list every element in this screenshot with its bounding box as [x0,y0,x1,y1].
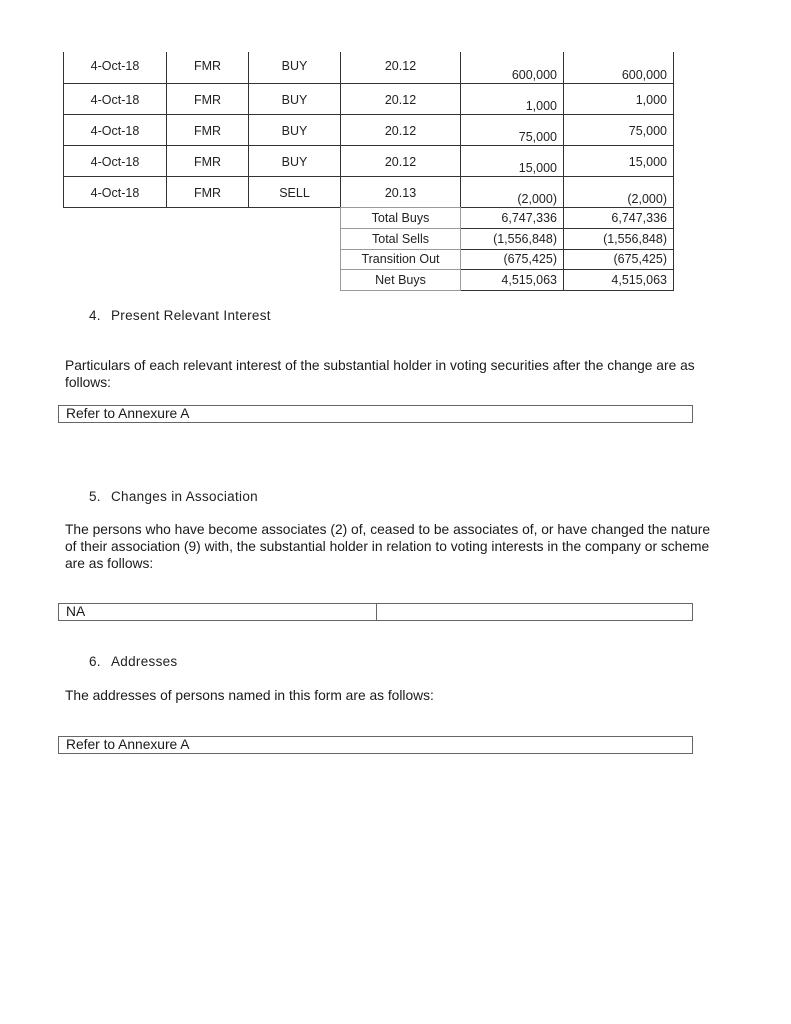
votes-cell: (2,000) [564,176,674,207]
table-row [64,145,674,176]
section-4-heading [89,308,271,323]
date-cell: 4-Oct-18 [64,176,167,207]
type-cell: SELL [249,176,341,207]
section-number: 6. [89,654,101,669]
associations-box [58,603,693,621]
price-cell: 20.12 [341,52,461,83]
date-cell: 4-Oct-18 [64,52,167,83]
votes-cell: 600,000 [564,52,674,83]
price-cell: 20.13 [341,176,461,207]
summary-row-total-buys [341,208,674,229]
table-row [64,114,674,145]
holder-cell: FMR [167,52,249,83]
summary-quantity: 4,515,063 [461,270,564,291]
summary-label: Net Buys [341,270,461,291]
summary-votes: 4,515,063 [564,270,674,291]
votes-cell: 15,000 [564,145,674,176]
holder-cell: FMR [167,176,249,207]
present-interest-box [58,405,693,423]
summary-votes: (675,425) [564,249,674,270]
summary-row-net-buys [341,270,674,291]
date-cell: 4-Oct-18 [64,83,167,114]
box-text: Refer to Annexure A [66,737,190,752]
price-cell: 20.12 [341,83,461,114]
addresses-box [58,736,693,754]
summary-label: Total Buys [341,208,461,229]
type-cell: BUY [249,145,341,176]
summary-table [340,207,674,291]
summary-quantity: (1,556,848) [461,228,564,249]
section-number: 5. [89,489,101,504]
section-title: Changes in Association [111,489,258,504]
holder-cell: FMR [167,114,249,145]
holder-cell: FMR [167,83,249,114]
summary-votes: (1,556,848) [564,228,674,249]
section-6-paragraph: The addresses of persons named in this form are as follows: [65,688,434,703]
summary-quantity: (675,425) [461,249,564,270]
type-cell: BUY [249,83,341,114]
summary-row-total-sells [341,228,674,249]
section-4-paragraph: Particulars of each relevant interest of the substantial holder in voting securities after the change are as follows: [65,358,695,390]
summary-quantity: 6,747,336 [461,208,564,229]
price-cell: 20.12 [341,114,461,145]
summary-row-transition-out [341,249,674,270]
summary-votes: 6,747,336 [564,208,674,229]
section-title: Present Relevant Interest [111,308,271,323]
date-cell: 4-Oct-18 [64,145,167,176]
table-row [64,52,674,83]
quantity-cell: 15,000 [461,145,564,176]
quantity-cell: (2,000) [461,176,564,207]
association-right-cell [376,604,692,620]
date-cell: 4-Oct-18 [64,114,167,145]
section-title: Addresses [111,654,178,669]
table-row [64,83,674,114]
association-left-cell: NA [66,604,86,619]
summary-label: Total Sells [341,228,461,249]
section-6-heading [89,654,177,669]
quantity-cell: 1,000 [461,83,564,114]
table-row [64,176,674,207]
votes-cell: 1,000 [564,83,674,114]
section-number: 4. [89,308,101,323]
quantity-cell: 600,000 [461,52,564,83]
summary-label: Transition Out [341,249,461,270]
section-5-heading [89,489,258,504]
votes-cell: 75,000 [564,114,674,145]
section-5-paragraph: The persons who have become associates (2) of, ceased to be associates of, or have changed the nature of their association (9) with, the substantial holder in relation to voting interests in the company or scheme are as follows: [65,522,711,571]
transactions-table [63,52,674,208]
box-text: Refer to Annexure A [66,406,190,421]
holder-cell: FMR [167,145,249,176]
price-cell: 20.12 [341,145,461,176]
type-cell: BUY [249,114,341,145]
quantity-cell: 75,000 [461,114,564,145]
type-cell: BUY [249,52,341,83]
